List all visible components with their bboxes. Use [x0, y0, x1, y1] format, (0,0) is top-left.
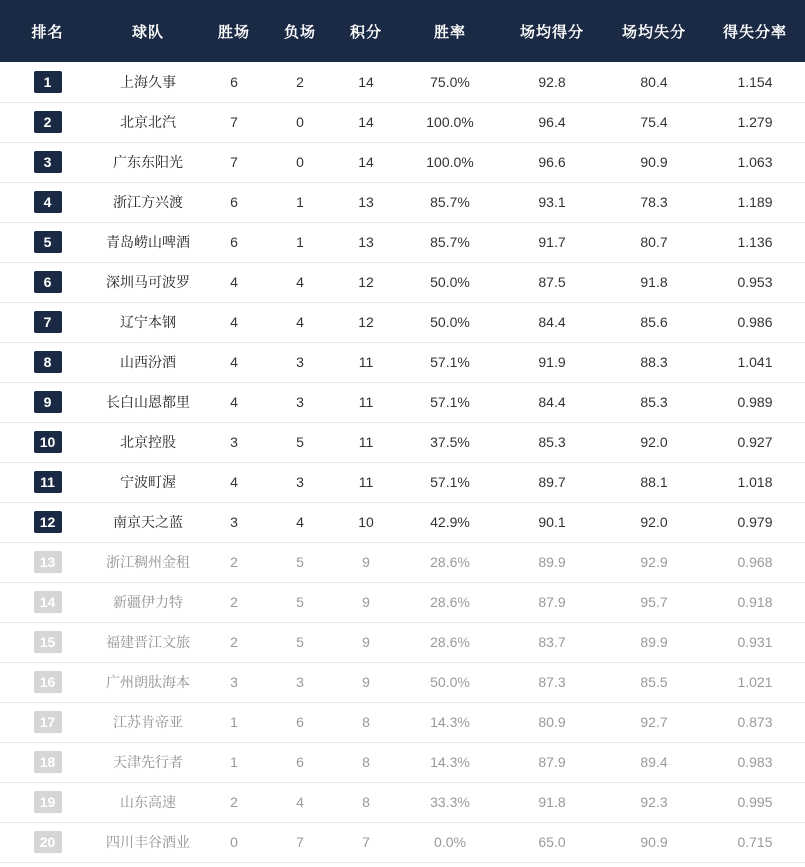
rank-cell [0, 502, 95, 542]
team-name-cell: 浙江稠州金租 [95, 542, 201, 582]
points-for-cell: 89.7 [501, 462, 603, 502]
point-ratio-cell: 1.021 [705, 662, 805, 702]
table-row[interactable] [0, 782, 805, 822]
wins-cell: 4 [201, 382, 267, 422]
wins-cell: 2 [201, 782, 267, 822]
wins-cell: 3 [201, 422, 267, 462]
points-cell: 8 [333, 742, 399, 782]
points-for-cell: 91.7 [501, 222, 603, 262]
points-cell: 11 [333, 342, 399, 382]
points-for-cell: 96.6 [501, 142, 603, 182]
points-cell: 14 [333, 102, 399, 142]
point-ratio-cell: 0.979 [705, 502, 805, 542]
point-ratio-cell: 1.279 [705, 102, 805, 142]
rank-cell [0, 422, 95, 462]
team-name-cell: 长白山恩都里 [95, 382, 201, 422]
rank-badge: 3 [34, 151, 62, 173]
table-row[interactable] [0, 622, 805, 662]
table-row[interactable] [0, 822, 805, 862]
points-against-cell: 78.3 [603, 182, 705, 222]
wins-cell: 2 [201, 582, 267, 622]
points-cell: 11 [333, 382, 399, 422]
points-against-cell: 89.9 [603, 622, 705, 662]
rank-badge: 14 [34, 591, 62, 613]
column-header-wins: 胜场 [201, 0, 267, 62]
losses-cell: 0 [267, 102, 333, 142]
wins-cell: 3 [201, 662, 267, 702]
column-header-points: 积分 [333, 0, 399, 62]
table-row[interactable] [0, 422, 805, 462]
points-for-cell: 89.9 [501, 542, 603, 582]
losses-cell: 0 [267, 142, 333, 182]
losses-cell: 3 [267, 462, 333, 502]
rank-cell [0, 822, 95, 862]
rank-cell [0, 342, 95, 382]
rank-badge: 8 [34, 351, 62, 373]
point-ratio-cell: 0.989 [705, 382, 805, 422]
losses-cell: 2 [267, 62, 333, 102]
rank-cell [0, 542, 95, 582]
rank-cell [0, 662, 95, 702]
win-rate-cell: 50.0% [399, 262, 501, 302]
losses-cell: 5 [267, 422, 333, 462]
win-rate-cell: 14.3% [399, 702, 501, 742]
point-ratio-cell: 1.041 [705, 342, 805, 382]
win-rate-cell: 50.0% [399, 302, 501, 342]
losses-cell: 4 [267, 302, 333, 342]
losses-cell: 1 [267, 182, 333, 222]
win-rate-cell: 85.7% [399, 182, 501, 222]
points-cell: 11 [333, 422, 399, 462]
table-row[interactable] [0, 142, 805, 182]
points-for-cell: 91.8 [501, 782, 603, 822]
rank-cell [0, 302, 95, 342]
points-against-cell: 92.7 [603, 702, 705, 742]
losses-cell: 4 [267, 782, 333, 822]
table-row[interactable] [0, 62, 805, 102]
table-row[interactable] [0, 262, 805, 302]
rank-badge: 5 [34, 231, 62, 253]
team-name-cell: 广州朗肽海本 [95, 662, 201, 702]
wins-cell: 6 [201, 62, 267, 102]
win-rate-cell: 37.5% [399, 422, 501, 462]
win-rate-cell: 57.1% [399, 342, 501, 382]
points-for-cell: 84.4 [501, 382, 603, 422]
wins-cell: 6 [201, 182, 267, 222]
point-ratio-cell: 0.983 [705, 742, 805, 782]
team-name-cell: 天津先行者 [95, 742, 201, 782]
point-ratio-cell: 1.154 [705, 62, 805, 102]
points-against-cell: 85.3 [603, 382, 705, 422]
wins-cell: 4 [201, 462, 267, 502]
losses-cell: 5 [267, 622, 333, 662]
column-header-rank: 排名 [0, 0, 95, 62]
win-rate-cell: 28.6% [399, 542, 501, 582]
points-cell: 7 [333, 822, 399, 862]
rank-cell [0, 702, 95, 742]
points-cell: 8 [333, 782, 399, 822]
team-name-cell: 山西汾酒 [95, 342, 201, 382]
table-row[interactable] [0, 222, 805, 262]
team-name-cell: 上海久事 [95, 62, 201, 102]
points-against-cell: 80.7 [603, 222, 705, 262]
points-for-cell: 91.9 [501, 342, 603, 382]
losses-cell: 3 [267, 342, 333, 382]
rank-cell [0, 742, 95, 782]
column-header-team: 球队 [95, 0, 201, 62]
point-ratio-cell: 0.986 [705, 302, 805, 342]
rank-badge: 20 [34, 831, 62, 853]
point-ratio-cell: 1.018 [705, 462, 805, 502]
wins-cell: 7 [201, 102, 267, 142]
points-for-cell: 84.4 [501, 302, 603, 342]
team-name-cell: 福建晋江文旅 [95, 622, 201, 662]
point-ratio-cell: 0.927 [705, 422, 805, 462]
point-ratio-cell: 0.873 [705, 702, 805, 742]
rank-cell [0, 582, 95, 622]
rank-cell [0, 102, 95, 142]
rank-cell [0, 782, 95, 822]
win-rate-cell: 42.9% [399, 502, 501, 542]
rank-cell [0, 222, 95, 262]
column-header-point-ratio: 得失分率 [705, 0, 805, 62]
column-header-win-rate: 胜率 [399, 0, 501, 62]
losses-cell: 4 [267, 262, 333, 302]
team-name-cell: 青岛崂山啤酒 [95, 222, 201, 262]
win-rate-cell: 0.0% [399, 822, 501, 862]
rank-badge: 11 [34, 471, 62, 493]
team-name-cell: 辽宁本钢 [95, 302, 201, 342]
rank-cell [0, 142, 95, 182]
table-row[interactable] [0, 662, 805, 702]
points-cell: 12 [333, 262, 399, 302]
rank-badge: 19 [34, 791, 62, 813]
win-rate-cell: 57.1% [399, 462, 501, 502]
points-for-cell: 92.8 [501, 62, 603, 102]
point-ratio-cell: 1.189 [705, 182, 805, 222]
team-name-cell: 江苏肯帝亚 [95, 702, 201, 742]
team-name-cell: 浙江方兴渡 [95, 182, 201, 222]
wins-cell: 2 [201, 542, 267, 582]
points-cell: 10 [333, 502, 399, 542]
points-for-cell: 85.3 [501, 422, 603, 462]
point-ratio-cell: 0.918 [705, 582, 805, 622]
losses-cell: 1 [267, 222, 333, 262]
rank-badge: 4 [34, 191, 62, 213]
points-cell: 13 [333, 182, 399, 222]
rank-cell [0, 262, 95, 302]
win-rate-cell: 28.6% [399, 582, 501, 622]
rank-cell [0, 182, 95, 222]
points-against-cell: 90.9 [603, 142, 705, 182]
wins-cell: 4 [201, 342, 267, 382]
points-against-cell: 75.4 [603, 102, 705, 142]
rank-badge: 7 [34, 311, 62, 333]
point-ratio-cell: 0.995 [705, 782, 805, 822]
points-against-cell: 89.4 [603, 742, 705, 782]
win-rate-cell: 75.0% [399, 62, 501, 102]
point-ratio-cell: 0.715 [705, 822, 805, 862]
points-against-cell: 91.8 [603, 262, 705, 302]
points-against-cell: 85.5 [603, 662, 705, 702]
losses-cell: 4 [267, 502, 333, 542]
points-for-cell: 87.9 [501, 742, 603, 782]
points-cell: 13 [333, 222, 399, 262]
table-row[interactable] [0, 742, 805, 782]
wins-cell: 7 [201, 142, 267, 182]
table-row[interactable] [0, 582, 805, 622]
rank-badge: 13 [34, 551, 62, 573]
table-body [0, 62, 805, 862]
wins-cell: 3 [201, 502, 267, 542]
points-cell: 12 [333, 302, 399, 342]
header-row [0, 0, 805, 62]
wins-cell: 0 [201, 822, 267, 862]
team-name-cell: 北京北汽 [95, 102, 201, 142]
column-header-losses: 负场 [267, 0, 333, 62]
rank-cell [0, 622, 95, 662]
points-cell: 9 [333, 622, 399, 662]
win-rate-cell: 100.0% [399, 142, 501, 182]
wins-cell: 6 [201, 222, 267, 262]
team-name-cell: 北京控股 [95, 422, 201, 462]
table-row[interactable] [0, 102, 805, 142]
win-rate-cell: 14.3% [399, 742, 501, 782]
losses-cell: 3 [267, 382, 333, 422]
points-cell: 8 [333, 702, 399, 742]
rank-badge: 12 [34, 511, 62, 533]
losses-cell: 3 [267, 662, 333, 702]
points-cell: 9 [333, 662, 399, 702]
points-cell: 14 [333, 142, 399, 182]
point-ratio-cell: 1.136 [705, 222, 805, 262]
losses-cell: 6 [267, 702, 333, 742]
point-ratio-cell: 0.953 [705, 262, 805, 302]
rank-badge: 10 [34, 431, 62, 453]
team-name-cell: 四川丰谷酒业 [95, 822, 201, 862]
points-against-cell: 95.7 [603, 582, 705, 622]
table-row[interactable] [0, 462, 805, 502]
points-against-cell: 92.3 [603, 782, 705, 822]
point-ratio-cell: 0.931 [705, 622, 805, 662]
rank-cell [0, 62, 95, 102]
points-cell: 9 [333, 582, 399, 622]
team-name-cell: 新疆伊力特 [95, 582, 201, 622]
column-header-points-against: 场均失分 [603, 0, 705, 62]
table-row[interactable] [0, 302, 805, 342]
points-for-cell: 80.9 [501, 702, 603, 742]
rank-cell [0, 382, 95, 422]
table-row[interactable] [0, 182, 805, 222]
table-row[interactable] [0, 382, 805, 422]
rank-badge: 9 [34, 391, 62, 413]
points-against-cell: 92.0 [603, 422, 705, 462]
rank-badge: 6 [34, 271, 62, 293]
wins-cell: 4 [201, 262, 267, 302]
points-for-cell: 87.5 [501, 262, 603, 302]
points-cell: 11 [333, 462, 399, 502]
rank-badge: 17 [34, 711, 62, 733]
point-ratio-cell: 0.968 [705, 542, 805, 582]
points-against-cell: 85.6 [603, 302, 705, 342]
losses-cell: 5 [267, 542, 333, 582]
team-name-cell: 深圳马可波罗 [95, 262, 201, 302]
table-row[interactable] [0, 342, 805, 382]
points-against-cell: 88.1 [603, 462, 705, 502]
rank-badge: 18 [34, 751, 62, 773]
team-name-cell: 宁波町渥 [95, 462, 201, 502]
points-for-cell: 87.3 [501, 662, 603, 702]
win-rate-cell: 50.0% [399, 662, 501, 702]
table-row[interactable] [0, 702, 805, 742]
points-against-cell: 90.9 [603, 822, 705, 862]
losses-cell: 5 [267, 582, 333, 622]
wins-cell: 1 [201, 702, 267, 742]
losses-cell: 6 [267, 742, 333, 782]
point-ratio-cell: 1.063 [705, 142, 805, 182]
win-rate-cell: 100.0% [399, 102, 501, 142]
points-against-cell: 80.4 [603, 62, 705, 102]
column-header-points-for: 场均得分 [501, 0, 603, 62]
win-rate-cell: 85.7% [399, 222, 501, 262]
table-row[interactable] [0, 542, 805, 582]
points-against-cell: 88.3 [603, 342, 705, 382]
rank-cell [0, 462, 95, 502]
rank-badge: 2 [34, 111, 62, 133]
team-name-cell: 广东东阳光 [95, 142, 201, 182]
points-against-cell: 92.0 [603, 502, 705, 542]
points-cell: 9 [333, 542, 399, 582]
win-rate-cell: 33.3% [399, 782, 501, 822]
rank-badge: 16 [34, 671, 62, 693]
losses-cell: 7 [267, 822, 333, 862]
points-cell: 14 [333, 62, 399, 102]
points-for-cell: 83.7 [501, 622, 603, 662]
team-name-cell: 山东高速 [95, 782, 201, 822]
win-rate-cell: 57.1% [399, 382, 501, 422]
team-name-cell: 南京天之蓝 [95, 502, 201, 542]
points-for-cell: 65.0 [501, 822, 603, 862]
table-header [0, 0, 805, 62]
win-rate-cell: 28.6% [399, 622, 501, 662]
wins-cell: 1 [201, 742, 267, 782]
points-against-cell: 92.9 [603, 542, 705, 582]
rank-badge: 15 [34, 631, 62, 653]
wins-cell: 4 [201, 302, 267, 342]
points-for-cell: 87.9 [501, 582, 603, 622]
rank-badge: 1 [34, 71, 62, 93]
points-for-cell: 96.4 [501, 102, 603, 142]
points-for-cell: 93.1 [501, 182, 603, 222]
table-row[interactable] [0, 502, 805, 542]
wins-cell: 2 [201, 622, 267, 662]
points-for-cell: 90.1 [501, 502, 603, 542]
